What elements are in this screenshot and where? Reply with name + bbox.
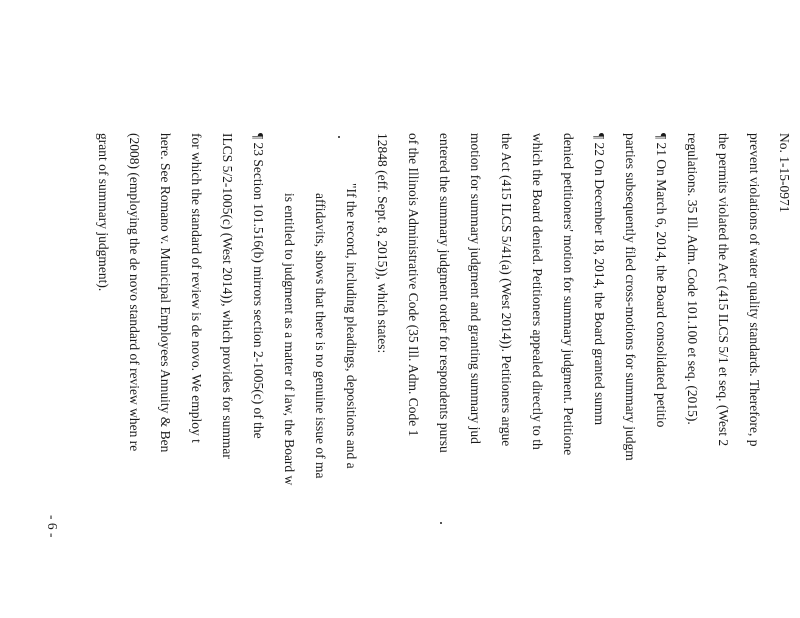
text-line: 12848 (eff. Sept. 8, 2015)), which states: <box>375 133 390 354</box>
text-line: of the Illinois Administrative Code (35 Ill. Adm. Code 1 <box>406 133 421 437</box>
text-line: prevent violations of water quality standards. Therefore, p <box>747 133 762 447</box>
text-line: motion for summary judgment and granting summary jud <box>468 133 483 444</box>
text-line: here. See Romano v. Municipal Employees Annuity & Ben <box>158 133 173 453</box>
text-line: regulations. 35 Ill. Adm. Code 101.100 et seq. (2015). <box>685 133 700 425</box>
text-line: ILCS 5/2-1005(c) (West 2014)), which provides for summar <box>220 133 235 459</box>
block-quote-line: "If the record, including pleadings, depositions and a <box>344 183 359 469</box>
paragraph-21-start: ¶ 21 On March 6, 2014, the Board consolidated petitio <box>654 133 669 428</box>
scan-speck <box>338 136 340 138</box>
paragraph-22-start: ¶ 22 On December 18, 2014, the Board granted summ <box>592 133 607 426</box>
text-line: entered the summary judgment order for respondents pursu <box>437 133 452 453</box>
block-quote-line: affidavits, shows that there is no genuine issue of ma <box>313 193 328 479</box>
text-line: denied petitioners' motion for summary judgment. Petitione <box>561 133 576 456</box>
text-line: the Act (415 ILCS 5/41(a) (West 2014)). Petitioners argue <box>499 133 514 447</box>
scan-speck <box>440 522 442 524</box>
text-line: (2008) (employing the de novo standard of review when re <box>127 133 142 452</box>
paragraph-23-start: ¶ 23 Section 101.516(b) mirrors section 2-1005(c) of the <box>251 133 266 439</box>
text-line: grant of summary judgment). <box>96 133 111 292</box>
text-line: which the Board denied. Petitioners appealed directly to th <box>530 133 545 450</box>
text-line: for which the standard of review is de novo. We employ t <box>189 133 204 443</box>
block-quote-line: is entitled to judgment as a matter of law, the Board w <box>282 193 297 486</box>
text-line: the permits violated the Act (415 ILCS 5/1 et seq. (West 2 <box>716 133 731 447</box>
text-line: parties subsequently filed cross-motions for summary judgm <box>623 133 638 461</box>
page-number: - 6 - <box>45 515 60 538</box>
case-number: No. 1-15-0971 <box>777 133 792 213</box>
